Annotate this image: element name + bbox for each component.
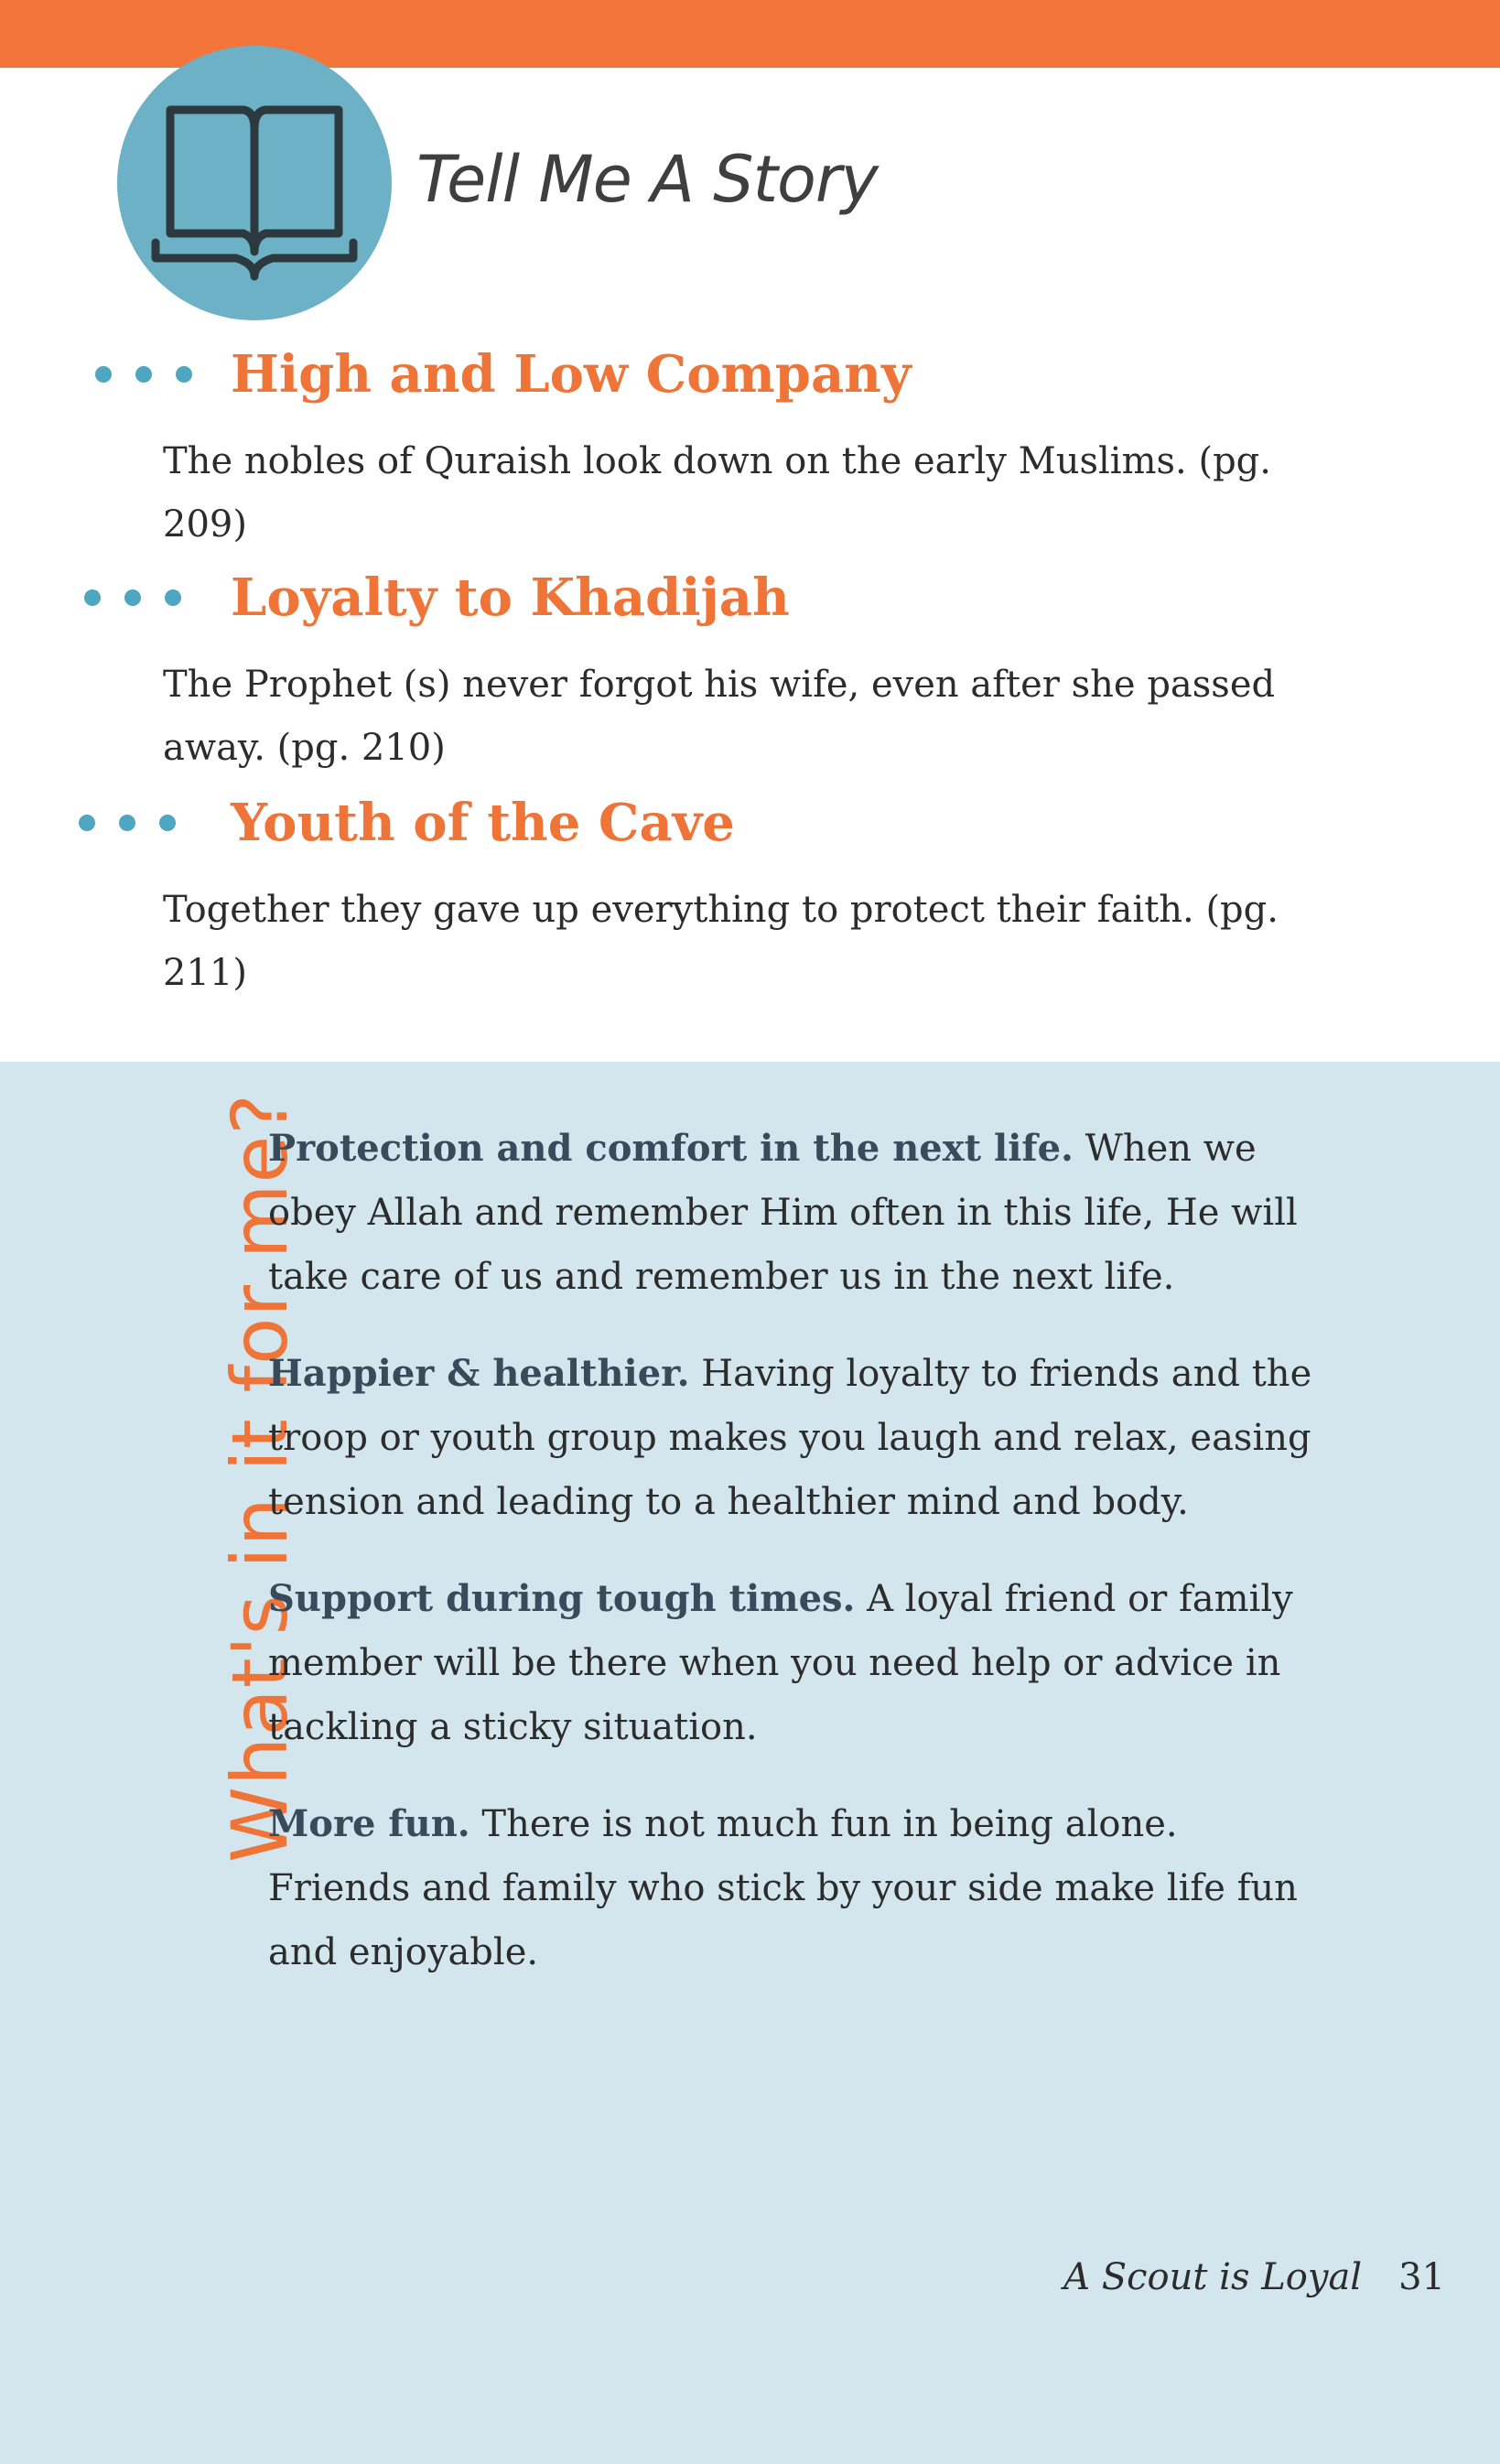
benefits-list (268, 1117, 1321, 2017)
dot-icon (124, 589, 141, 606)
story-description: The nobles of Quraish look down on the early Muslims. (pg. 209) (163, 440, 1271, 546)
story-icon-circle (117, 46, 392, 320)
story-title: Youth of the Cave (231, 793, 735, 853)
story-description: The Prophet (s) never forgot his wife, even after she passed away. (pg. 210) (163, 664, 1276, 769)
bullet-dots (95, 366, 192, 383)
dot-icon (95, 366, 112, 383)
story-title: High and Low Company (231, 344, 912, 405)
benefit-title: Protection and comfort in the next life. (268, 1127, 1074, 1170)
running-title: A Scout is Loyal (1063, 2256, 1363, 2298)
bullet-dots (79, 815, 176, 831)
benefit-text: When we obey Allah and remember Him often in this life, He will take care of us and remember us in the next life. (268, 1128, 1298, 1298)
page-number: 31 (1398, 2256, 1445, 2298)
section-title: Tell Me A Story (416, 142, 879, 217)
benefit-title: More fun. (268, 1802, 470, 1845)
benefit-item (268, 1792, 1321, 1984)
benefit-title: Support during tough times. (268, 1577, 856, 1620)
benefit-title: Happier & healthier. (268, 1352, 690, 1395)
benefits-heading: What's in it for me? (215, 1093, 305, 1863)
benefit-item (268, 1567, 1321, 1759)
story-title: Loyalty to Khadijah (231, 567, 790, 628)
dot-icon (79, 815, 95, 831)
dot-icon (135, 366, 152, 383)
benefit-item (268, 1342, 1321, 1534)
bullet-dots (84, 589, 181, 606)
benefit-item (268, 1117, 1321, 1309)
dot-icon (176, 366, 192, 383)
dot-icon (159, 815, 176, 831)
dot-icon (84, 589, 101, 606)
benefit-text: There is not much fun in being alone. Friends and family who stick by your side make life fun and enjoyable. (268, 1803, 1298, 1973)
page-footer (1063, 2256, 1445, 2298)
story-description: Together they gave up everything to protect their faith. (pg. 211) (163, 889, 1279, 994)
open-book-icon (117, 46, 392, 320)
dot-icon (165, 589, 181, 606)
benefit-text: Having loyalty to friends and the troop or youth group makes you laugh and relax, easing tension and leading to a healthier mind and body. (268, 1353, 1312, 1523)
dot-icon (119, 815, 135, 831)
benefit-text: A loyal friend or family member will be there when you need help or advice in tackling a sticky situation. (268, 1578, 1293, 1748)
